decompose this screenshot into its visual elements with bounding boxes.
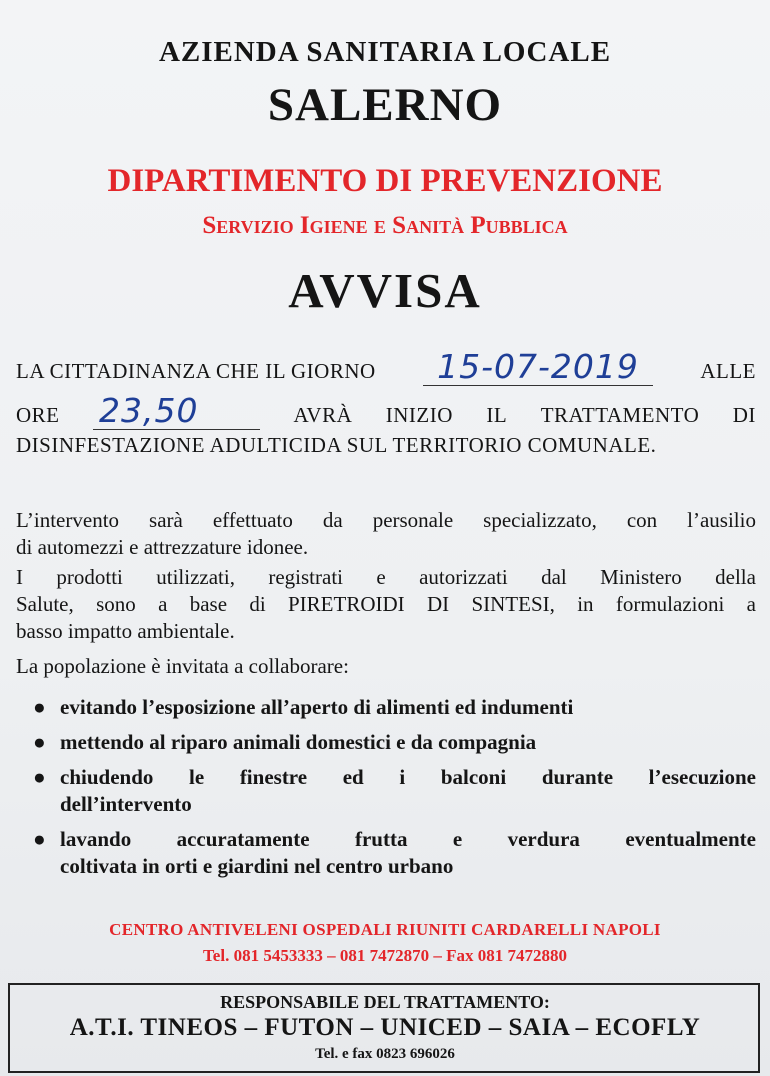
word: dal — [541, 565, 567, 589]
handwritten-date: 15-07-2019 — [423, 350, 653, 386]
word: di — [249, 592, 266, 616]
word: frutta — [354, 827, 408, 851]
word: personale — [372, 508, 454, 532]
word: durante — [541, 765, 614, 789]
word: base — [189, 592, 228, 616]
word: sono — [96, 592, 136, 616]
word: con — [626, 508, 658, 532]
word: AVRÀ — [293, 403, 353, 427]
paragraph-intervento — [16, 507, 756, 561]
word: a — [746, 592, 756, 616]
word: da — [322, 508, 343, 532]
announcement-suffix: ALLE — [700, 359, 756, 383]
bullet-text: coltivata in orti e giardini nel centro urbano — [60, 854, 454, 878]
word: formulazioni — [615, 592, 725, 616]
word: L’intervento — [16, 508, 120, 532]
word: Salute, — [16, 592, 74, 616]
word: l’ausilio — [687, 508, 756, 532]
announcement-line-3: DISINFESTAZIONE ADULTICIDA SUL TERRITORIO COMUNALE. — [16, 433, 657, 457]
paragraph-line: La popolazione è invitata a collaborare: — [16, 654, 349, 678]
bullet-list — [30, 694, 756, 880]
responsible-phone: Tel. e fax 0823 696026 — [315, 1046, 455, 1062]
responsible-title: RESPONSABILE DEL TRATTAMENTO: — [220, 992, 550, 1012]
word: a — [158, 592, 168, 616]
word: della — [715, 565, 756, 589]
word: INIZIO — [385, 403, 453, 427]
word: TRATTAMENTO — [540, 403, 700, 427]
justified-line — [16, 564, 756, 591]
bullet-dot-icon: ● — [33, 827, 46, 851]
word: SINTESI, — [471, 592, 555, 616]
announcement-line-2 — [16, 391, 756, 430]
word: specializzato, — [483, 508, 597, 532]
poison-center-phones: Tel. 081 5453333 – 081 7472870 – Fax 081 7472880 — [203, 946, 567, 965]
word: autorizzati — [419, 565, 508, 589]
bullet-item — [30, 729, 756, 756]
word: lavando — [60, 827, 132, 851]
word: e — [376, 565, 386, 589]
word: Ministero — [600, 565, 682, 589]
bullet-item — [30, 764, 756, 818]
word: i — [399, 765, 406, 789]
word: DI — [732, 403, 756, 427]
word: prodotti — [56, 565, 123, 589]
paragraph-prodotti — [16, 564, 756, 645]
announcement-ore: ORE — [16, 403, 60, 427]
word: ed — [342, 765, 364, 789]
word: DI — [426, 592, 450, 616]
bullet-dot-icon: ● — [33, 730, 46, 754]
announcement-prefix: LA CITTADINANZA CHE IL GIORNO — [16, 359, 376, 383]
word: le — [189, 765, 205, 789]
paragraph-popolazione — [16, 653, 756, 680]
justified-line — [60, 826, 756, 853]
paragraph-line: di automezzi e attrezzature idonee. — [16, 535, 309, 559]
word: eventualmente — [625, 827, 756, 851]
word: utilizzati, — [156, 565, 235, 589]
paragraph-line: basso impatto ambientale. — [16, 619, 235, 643]
justified-line — [16, 591, 756, 618]
word: balconi — [440, 765, 507, 789]
bullet-dot-icon: ● — [33, 765, 46, 789]
justified-line — [60, 764, 756, 791]
word: l’esecuzione — [648, 765, 756, 789]
word: e — [452, 827, 463, 851]
bullet-text: dell’intervento — [60, 792, 192, 816]
justified-line — [16, 507, 756, 534]
word: PIRETROIDI — [288, 592, 405, 616]
word: in — [577, 592, 594, 616]
bullet-text: evitando l’esposizione all’aperto di alimenti ed indumenti — [60, 695, 574, 719]
responsible-names: A.T.I. TINEOS – FUTON – UNICED – SAIA – ECOFLY — [69, 1014, 701, 1041]
bullet-text: mettendo al riparo animali domestici e da compagnia — [60, 730, 537, 754]
bullet-dot-icon: ● — [33, 695, 46, 719]
bullet-item — [30, 826, 756, 880]
bullet-item — [30, 694, 756, 721]
service-title: Servizio Igiene e Sanità Pubblica — [202, 212, 568, 239]
word: verdura — [507, 827, 580, 851]
poison-center-title: CENTRO ANTIVELENI OSPEDALI RIUNITI CARDARELLI NAPOLI — [109, 920, 661, 939]
word: accuratamente — [176, 827, 310, 851]
word: finestre — [239, 765, 308, 789]
word: I — [16, 565, 23, 589]
word: registrati — [268, 565, 343, 589]
word: IL — [486, 403, 508, 427]
org-title: AZIENDA SANITARIA LOCALE — [158, 36, 612, 68]
word: chiudendo — [60, 765, 154, 789]
city-title: SALERNO — [267, 79, 503, 131]
department-title: DIPARTIMENTO DI PREVENZIONE — [107, 163, 663, 199]
word: sarà — [149, 508, 183, 532]
notice-title: AVVISA — [288, 263, 482, 318]
handwritten-time: 23,50 — [93, 394, 260, 430]
word: effettuato — [212, 508, 293, 532]
announcement-line-1 — [16, 347, 756, 386]
